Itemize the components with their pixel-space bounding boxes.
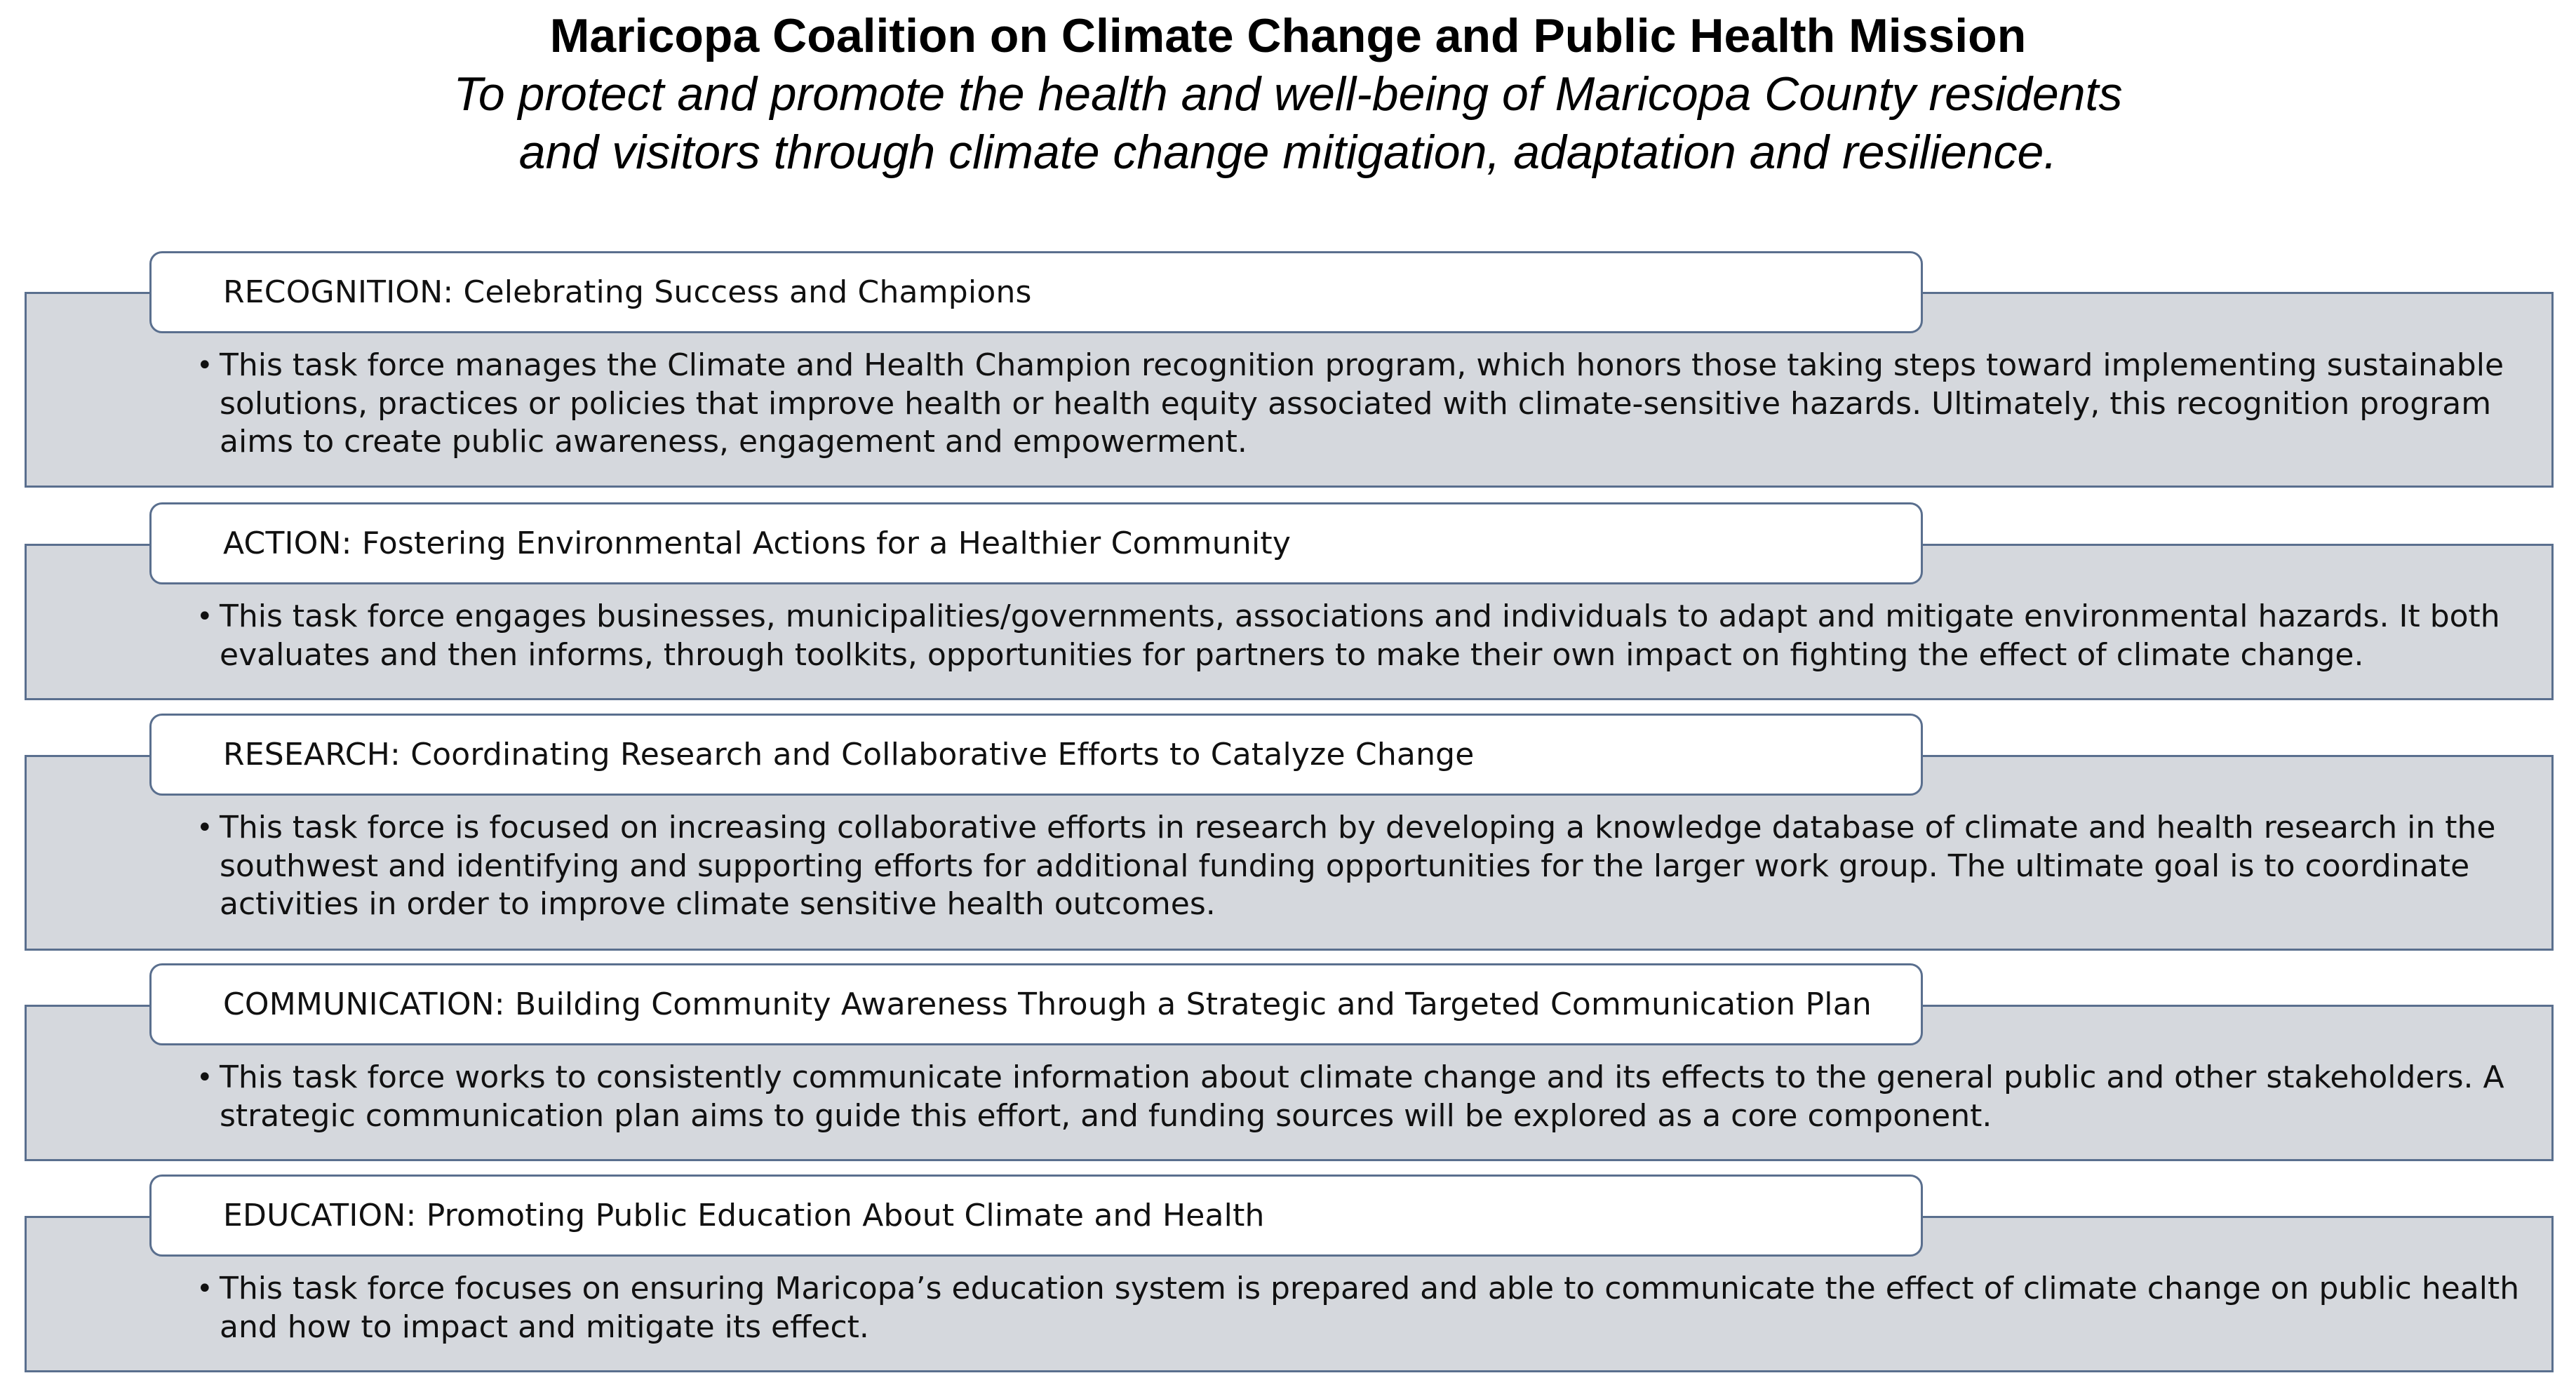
bullet-icon: • — [196, 812, 213, 844]
task-force-description — [196, 1059, 2504, 1135]
task-force-heading-box — [149, 963, 1923, 1045]
task-force-heading: RESEARCH: Coordinating Research and Collaborative Efforts to Catalyze Change — [223, 737, 1475, 772]
task-force-description — [196, 809, 2496, 924]
description-line: solutions, practices or policies that improve health or health equity associated with climate-sensitive hazards. Ultimately, this recognition program — [220, 385, 2492, 422]
mission-statement-line-1: To protect and promote the health and well-being of Maricopa County residents — [453, 67, 2123, 121]
description-line: This task force engages businesses, municipalities/governments, associations and individuals to adapt and mitigate environmental hazards. It both — [220, 598, 2500, 634]
task-force-heading-box — [149, 1174, 1923, 1257]
bullet-icon: • — [196, 349, 213, 382]
description-line: evaluates and then informs, through toolkits, opportunities for partners to make their own impact on fighting the effect of climate change. — [220, 636, 2364, 673]
description-line: aims to create public awareness, engagement and empowerment. — [220, 424, 1247, 460]
mission-title: Maricopa Coalition on Climate Change and Public Health Mission — [549, 9, 2027, 62]
bullet-icon: • — [196, 1273, 213, 1305]
task-force-heading-box — [149, 714, 1923, 796]
task-force-description — [196, 347, 2504, 462]
task-force-heading: ACTION: Fostering Environmental Actions for a Healthier Community — [223, 526, 1292, 561]
description-line: This task force works to consistently communicate information about climate change and its effects to the general public and other stakeholders. A — [220, 1059, 2504, 1095]
bullet-icon: • — [196, 601, 213, 633]
description-line: This task force manages the Climate and Health Champion recognition program, which honors those taking steps toward implementing sustainable — [220, 347, 2504, 383]
description-line: strategic communication plan aims to guide this effort, and funding sources will be explored as a core component. — [220, 1097, 1992, 1134]
task-force-description — [196, 1270, 2520, 1346]
description-line: activities in order to improve climate sensitive health outcomes. — [220, 886, 1216, 922]
description-line: This task force is focused on increasing collaborative efforts in research by developing a knowledge database of climate and health research in the — [220, 810, 2496, 845]
task-force-heading: RECOGNITION: Celebrating Success and Champions — [223, 274, 1032, 310]
task-force-heading-box — [149, 251, 1923, 333]
task-force-description — [196, 598, 2500, 674]
task-force-heading: EDUCATION: Promoting Public Education About Climate and Health — [223, 1198, 1265, 1233]
mission-statement-line-2: and visitors through climate change mitigation, adaptation and resilience. — [518, 126, 2058, 179]
description-line: and how to impact and mitigate its effect. — [220, 1309, 869, 1345]
description-line: southwest and identifying and supporting efforts for additional funding opportunities for the larger work group. The ultimate goal is to coordinate — [220, 848, 2470, 884]
bullet-icon: • — [196, 1062, 213, 1094]
description-line: This task force focuses on ensuring Maricopa’s education system is prepared and able to communicate the effect of climate change on public health — [220, 1271, 2520, 1306]
task-force-heading: COMMUNICATION: Building Community Awareness Through a Strategic and Targeted Communication Plan — [223, 986, 1872, 1022]
task-force-heading-box — [149, 502, 1923, 584]
